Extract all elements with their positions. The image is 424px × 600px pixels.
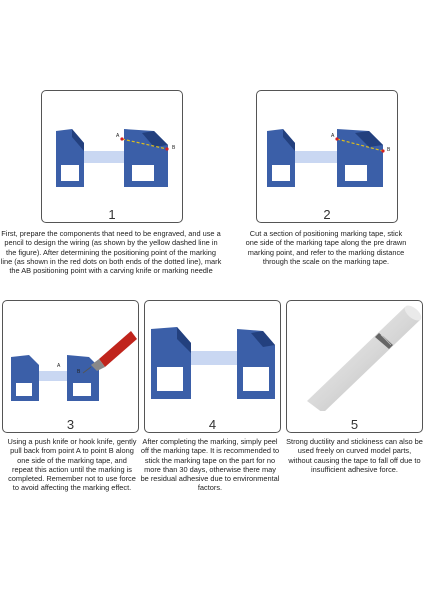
step-2-number: 2: [323, 207, 331, 222]
point-a-dot: [335, 137, 338, 140]
step-5-panel: [286, 300, 423, 433]
point-b-dot: [165, 147, 168, 150]
right-part: [67, 355, 99, 401]
point-a-label: A: [116, 133, 120, 139]
point-a-label: A: [57, 363, 61, 369]
connector-bar: [191, 351, 237, 365]
right-part: [124, 129, 168, 187]
step-3-illustration: [3, 301, 138, 411]
left-part: [56, 129, 84, 187]
step-3-panel: [2, 300, 139, 433]
right-part: [337, 129, 383, 187]
left-part: [267, 129, 295, 187]
point-b-label: B: [172, 145, 176, 151]
connector-bar: [295, 151, 337, 163]
connector-bar: [39, 371, 67, 381]
step-2-caption: Cut a section of positioning marking tape, stick one side of the marking tape along the pre drawn marking point, and refer to the marking distance through the scale on the marking tape.: [245, 229, 407, 266]
step-1-caption: First, prepare the components that need to be engraved, and use a pencil to design the wiring (as shown by the yellow dashed line in the figure). After determining the positioning point of the marking line (as shown in the red dots on both ends of the dotted line), mark the AB positioning point with a carving knife or marking needle: [0, 229, 222, 276]
left-part: [11, 355, 39, 401]
step-2-illustration: [257, 91, 397, 201]
step-4-illustration: [145, 301, 280, 411]
point-b-label: B: [387, 147, 391, 153]
step-1-number: 1: [108, 207, 116, 222]
point-a-label: A: [331, 133, 335, 139]
step-3-number: 3: [66, 417, 75, 432]
step-5-caption: Strong ductility and stickiness can also be used freely on curved model parts, without causing the tape to fall off due to insufficient adhesive force.: [286, 437, 423, 474]
right-part: [237, 329, 275, 399]
point-b-label: B: [77, 369, 81, 375]
connector-bar: [84, 151, 124, 163]
step-4-panel: [144, 300, 281, 433]
step-1-illustration: [42, 91, 182, 201]
step-2-panel: [256, 90, 398, 223]
curved-tube: [307, 303, 422, 411]
step-1-panel: [41, 90, 183, 223]
step-4-number: 4: [208, 417, 217, 432]
step-5-number: 5: [350, 417, 359, 432]
step-5-illustration: [287, 301, 422, 411]
point-a-dot: [120, 137, 123, 140]
step-3-caption: Using a push knife or hook knife, gently pull back from point A to point B along one side of the marking tape, and repeat this action until the marking is completed. Remember not to use force to avoid affecting the marking effect.: [7, 437, 137, 493]
point-b-dot: [381, 149, 384, 152]
left-part: [151, 327, 191, 399]
step-4-caption: After completing the marking, simply peel off the marking tape. It is recommended to stick the marking tape on the part for no more than 30 days, otherwise there may be residual adhesive due to environmental factors.: [140, 437, 280, 493]
